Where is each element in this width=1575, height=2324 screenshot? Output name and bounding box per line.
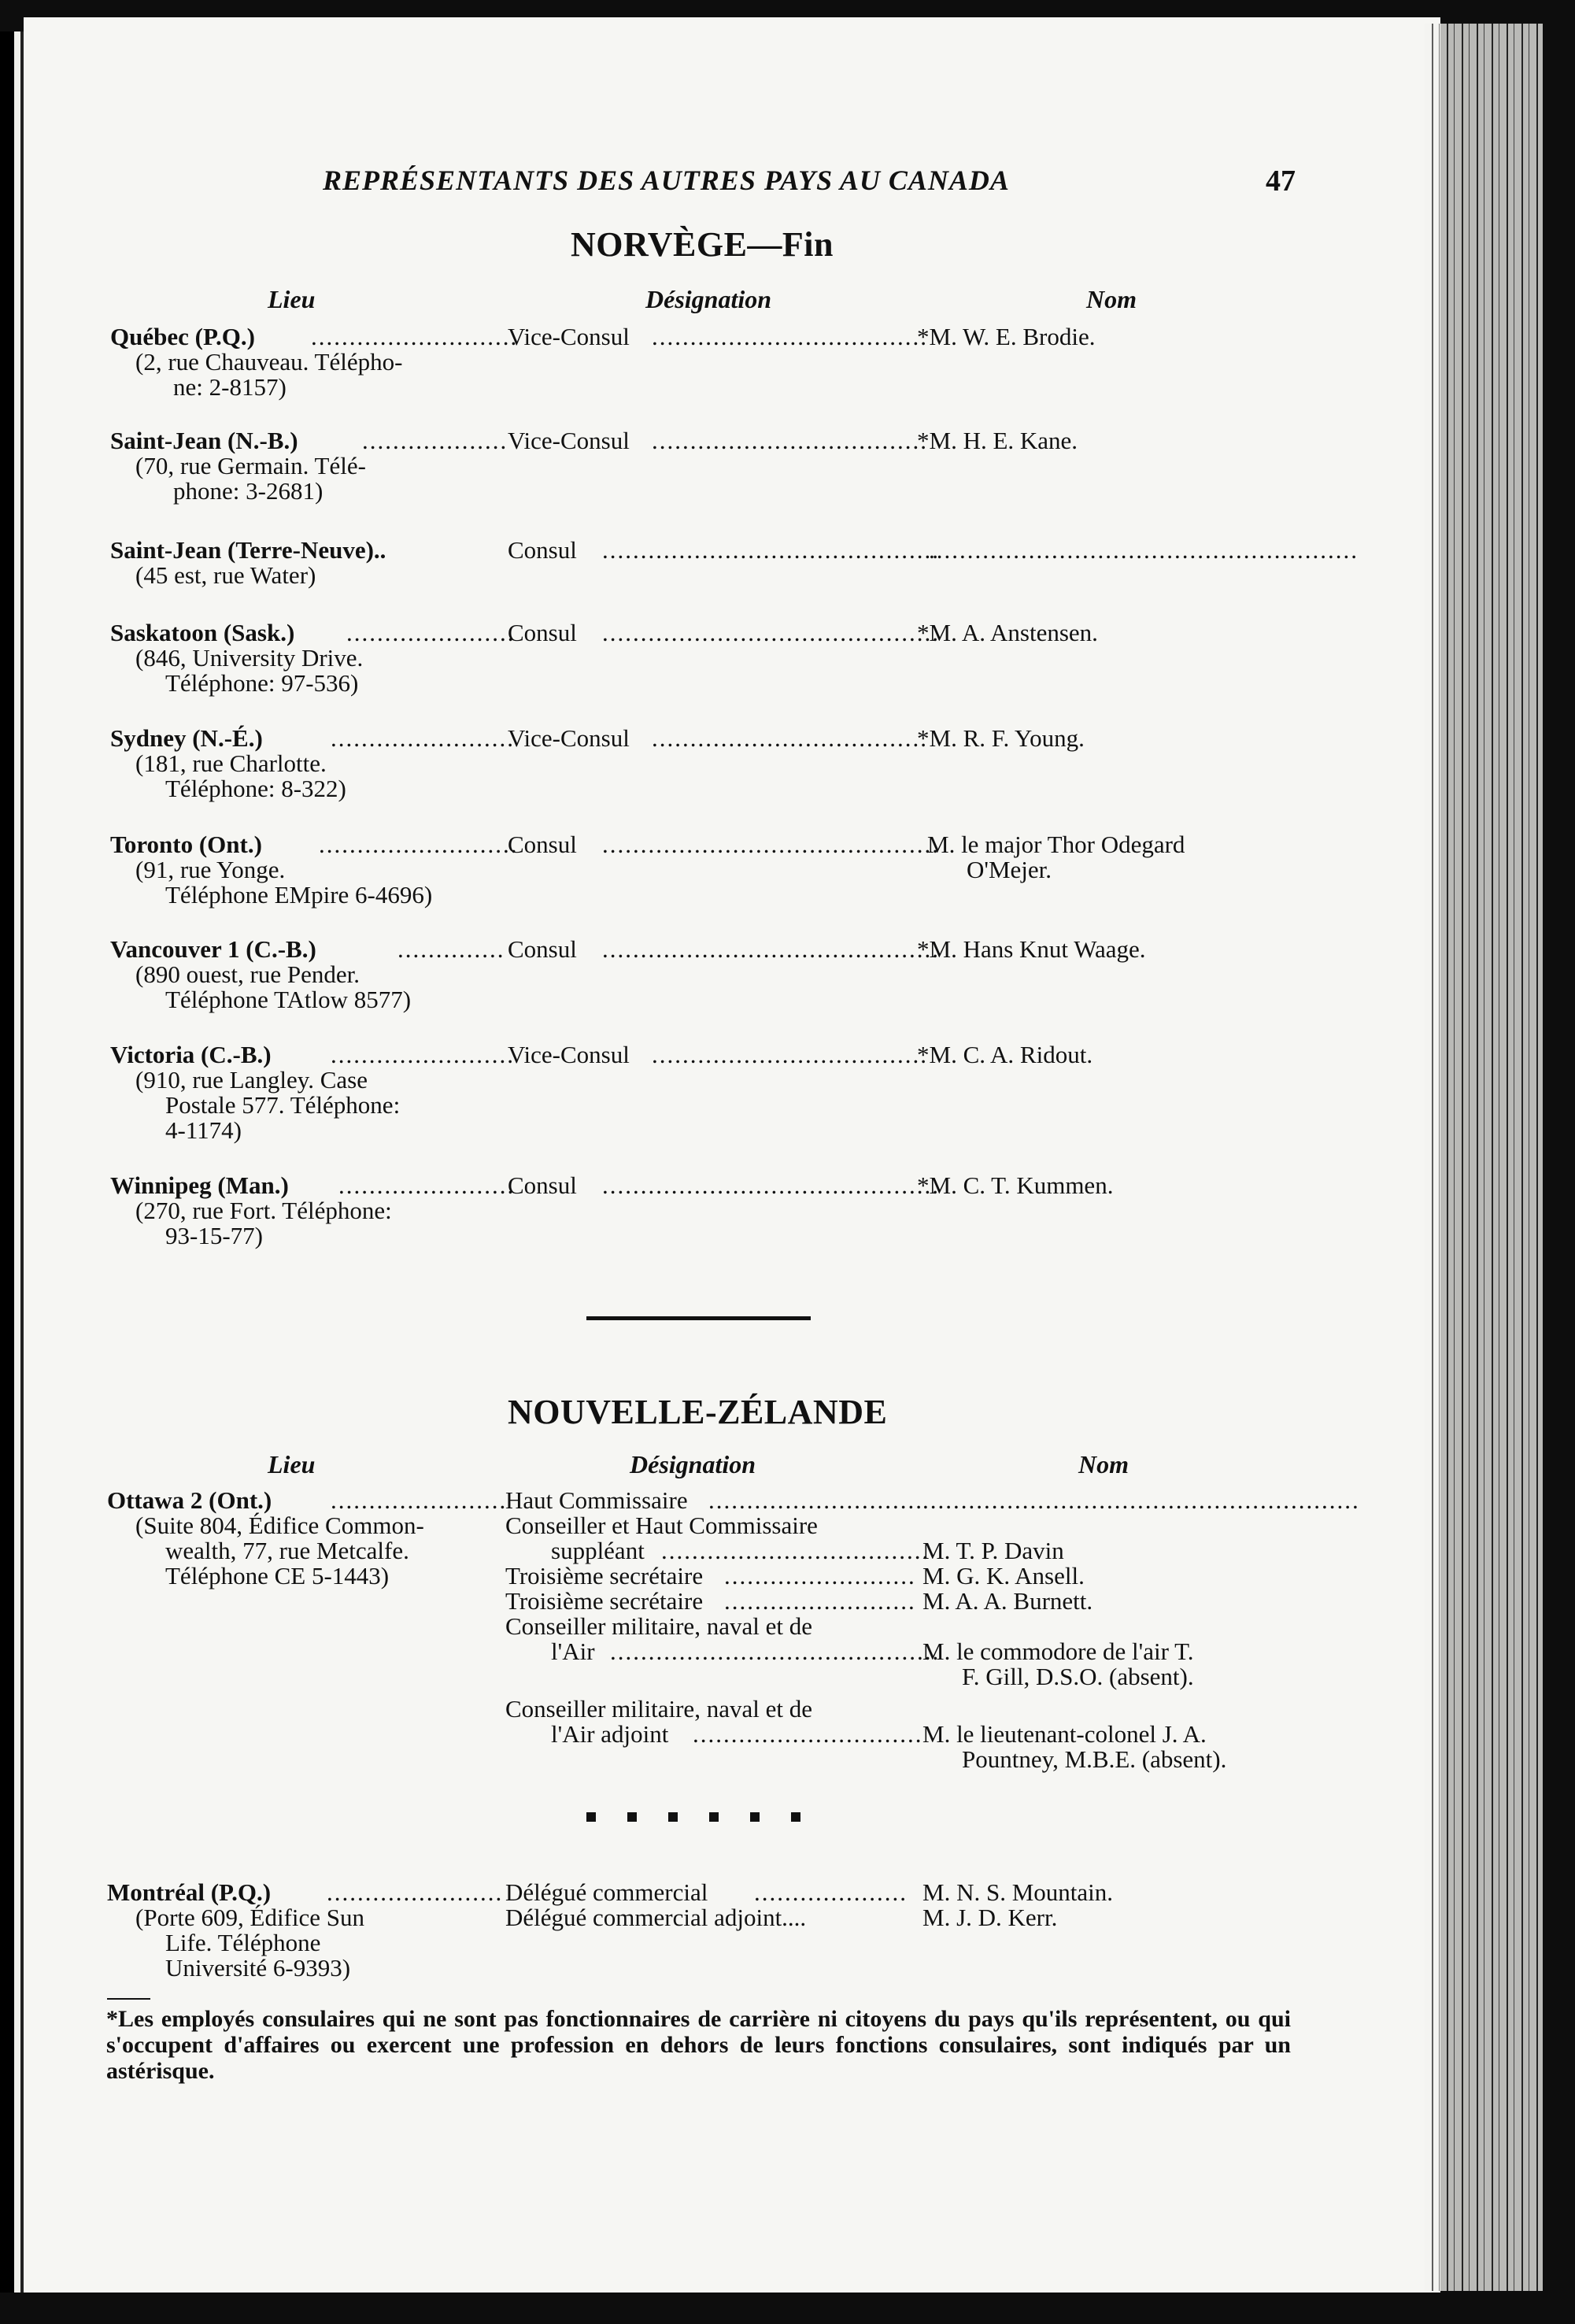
- address-line: (45 est, rue Water): [135, 561, 316, 589]
- scan-bottom-border: [0, 2293, 1575, 2324]
- leader-dots: ..............................: [693, 1720, 923, 1748]
- designation: Consul: [508, 935, 577, 963]
- designation: Haut Commissaire: [505, 1486, 688, 1514]
- designation: Conseiller militaire, naval et de: [505, 1695, 812, 1723]
- designation: Vice-Consul: [508, 427, 630, 454]
- separator-dot: [791, 1812, 800, 1822]
- place-name: Ottawa 2 (Ont.): [107, 1486, 272, 1514]
- person-name: M. le lieutenant-colonel J. A.: [922, 1720, 1207, 1748]
- footnote: *Les employés consulaires qui ne sont pas fonctionnaires de carrière ni citoyens du pays qu'ils représentent, ou qui s'occupent d'affaires ou exercent une profession en dehors de leurs fonctions consulaires, sont indiqués par un astérisque.: [106, 2006, 1291, 2084]
- col-head-nom: Nom: [1078, 1450, 1129, 1478]
- page-number: 47: [1266, 165, 1296, 198]
- address-line: phone: 3-2681): [173, 477, 324, 505]
- designation: Consul: [508, 619, 577, 646]
- designation: Troisième secrétaire: [505, 1562, 704, 1589]
- page-right-edge: [1425, 24, 1543, 2291]
- leader-dots: ....................................: [652, 1041, 928, 1068]
- leader-dots: .........................................................: [922, 1486, 1360, 1514]
- designation: Consul: [508, 536, 577, 564]
- leader-dots: ...........................: [311, 323, 519, 350]
- separator-dot: [750, 1812, 760, 1822]
- designation: Vice-Consul: [508, 323, 630, 350]
- place-name: Québec (P.Q.): [110, 323, 255, 350]
- place-name: Saint-Jean (N.-B.): [110, 427, 298, 454]
- address-line: 93-15-77): [165, 1222, 263, 1249]
- person-name-cont: F. Gill, D.S.O. (absent).: [962, 1663, 1194, 1690]
- address-line: wealth, 77, rue Metcalfe.: [165, 1537, 409, 1564]
- col-head-designation: Désignation: [630, 1450, 756, 1478]
- person-name: *M. H. E. Kane.: [917, 427, 1078, 454]
- designation: Consul: [508, 1171, 577, 1199]
- designation-cont: suppléant: [551, 1537, 645, 1564]
- separator-dot: [586, 1812, 596, 1822]
- leader-dots: ....................................: [652, 427, 928, 454]
- leader-dots: ............................................: [602, 1171, 940, 1199]
- place-name: Vancouver 1 (C.-B.): [110, 935, 316, 963]
- person-name-cont: Pountney, M.B.E. (absent).: [962, 1745, 1227, 1773]
- place-name: Victoria (C.-B.): [110, 1041, 272, 1068]
- leader-dots: ............................................: [602, 935, 940, 963]
- person-name: *M. A. Anstensen.: [917, 619, 1098, 646]
- leader-dots: ............................................: [602, 619, 940, 646]
- person-name: *M. C. A. Ridout.: [917, 1041, 1093, 1068]
- leader-dots: .......................: [327, 1878, 504, 1906]
- address-line: Université 6-9393): [165, 1954, 351, 1982]
- designation: Vice-Consul: [508, 1041, 630, 1068]
- designation: Conseiller et Haut Commissaire: [505, 1512, 818, 1539]
- leader-dots: .........................: [724, 1587, 916, 1615]
- leader-dots: ..........................: [319, 831, 519, 858]
- separator-dot: [709, 1812, 719, 1822]
- designation-cont: l'Air adjoint: [551, 1720, 669, 1748]
- leader-dots: .........................: [724, 1562, 916, 1589]
- address-line: (70, rue Germain. Télé-: [135, 452, 366, 479]
- designation: Délégué commercial adjoint....: [505, 1904, 807, 1931]
- col-head-designation: Désignation: [645, 285, 772, 313]
- designation: Vice-Consul: [508, 724, 630, 752]
- person-name: *M. C. T. Kummen.: [917, 1171, 1114, 1199]
- address-line: (846, University Drive.: [135, 644, 364, 672]
- place-name: Saint-Jean (Terre-Neuve)..: [110, 536, 386, 564]
- person-name: *M. R. F. Young.: [917, 724, 1085, 752]
- address-line: (181, rue Charlotte.: [135, 749, 327, 777]
- leader-dots: ............................: [708, 1486, 923, 1514]
- place-name: Montréal (P.Q.): [107, 1878, 272, 1906]
- leader-dots: ...........................................: [610, 1638, 941, 1665]
- address-line: Téléphone TAtlow 8577): [165, 986, 412, 1013]
- leader-dots: ............................................: [602, 831, 940, 858]
- leader-dots: ...................................: [661, 1537, 930, 1564]
- address-line: (91, rue Yonge.: [135, 856, 286, 883]
- leader-dots: ............................................: [602, 536, 940, 564]
- designation: Délégué commercial: [505, 1878, 708, 1906]
- section-title-nouvelle-zelande: NOUVELLE-ZÉLANDE: [508, 1393, 888, 1431]
- place-name: Saskatoon (Sask.): [110, 619, 295, 646]
- address-line: (910, rue Langley. Case: [135, 1066, 368, 1094]
- address-line: (2, rue Chauveau. Télépho-: [135, 348, 403, 376]
- place-name: Winnipeg (Man.): [110, 1171, 289, 1199]
- address-line: Téléphone: 97-536): [165, 669, 359, 697]
- col-head-lieu: Lieu: [268, 1450, 316, 1478]
- address-line: (Porte 609, Édifice Sun: [135, 1904, 365, 1931]
- person-name: *M. W. E. Brodie.: [917, 323, 1096, 350]
- leader-dots: ....................................: [652, 724, 928, 752]
- address-line: Téléphone EMpire 6-4696): [165, 881, 433, 909]
- separator-dot: [627, 1812, 637, 1822]
- col-head-nom: Nom: [1086, 285, 1137, 313]
- leader-dots: ..............: [397, 935, 505, 963]
- address-line: (890 ouest, rue Pender.: [135, 960, 360, 988]
- person-name-cont: O'Mejer.: [967, 856, 1052, 883]
- address-line: (270, rue Fort. Téléphone:: [135, 1197, 392, 1224]
- address-line: 4-1174): [165, 1116, 242, 1144]
- col-head-lieu: Lieu: [268, 285, 316, 313]
- leader-dots: ........................................................: [929, 536, 1359, 564]
- leader-dots: .......................: [338, 1171, 516, 1199]
- person-name: *M. Hans Knut Waage.: [917, 935, 1146, 963]
- address-line: Téléphone: 8-322): [165, 775, 346, 802]
- designation: Consul: [508, 831, 577, 858]
- leader-dots: ........................: [331, 1041, 515, 1068]
- section-title-norvege: NORVÈGE—Fin: [571, 225, 834, 264]
- separator-dot: [668, 1812, 678, 1822]
- place-name: Toronto (Ont.): [110, 831, 262, 858]
- section-divider: [586, 1316, 811, 1320]
- leader-dots: ......................: [346, 619, 516, 646]
- address-line: Téléphone CE 5-1443): [165, 1562, 390, 1589]
- place-name: Sydney (N.-É.): [110, 724, 263, 752]
- leader-dots: ....................: [754, 1878, 908, 1906]
- leader-dots: .......................: [331, 1486, 508, 1514]
- person-name: M. J. D. Kerr.: [922, 1904, 1058, 1931]
- person-name: M. le major Thor Odegard: [927, 831, 1185, 858]
- leader-dots: ....................................: [652, 323, 928, 350]
- address-line: ne: 2-8157): [173, 373, 287, 401]
- address-line: Postale 577. Téléphone:: [165, 1091, 401, 1119]
- designation-cont: l'Air: [551, 1638, 595, 1665]
- designation: Conseiller militaire, naval et de: [505, 1612, 812, 1640]
- person-name: M. T. P. Davin: [922, 1537, 1064, 1564]
- leader-dots: ...................: [362, 427, 508, 454]
- person-name: M. N. S. Mountain.: [922, 1878, 1113, 1906]
- footnote-rule: [107, 1998, 150, 2000]
- designation: Troisième secrétaire: [505, 1587, 704, 1615]
- leader-dots: ........................: [331, 724, 515, 752]
- running-head: REPRÉSENTANTS DES AUTRES PAYS AU CANADA: [323, 165, 1010, 196]
- person-name: M. A. A. Burnett.: [922, 1587, 1093, 1615]
- person-name: M. G. K. Ansell.: [922, 1562, 1085, 1589]
- person-name: M. le commodore de l'air T.: [922, 1638, 1194, 1665]
- address-line: Life. Téléphone: [165, 1929, 321, 1956]
- address-line: (Suite 804, Édifice Common-: [135, 1512, 424, 1539]
